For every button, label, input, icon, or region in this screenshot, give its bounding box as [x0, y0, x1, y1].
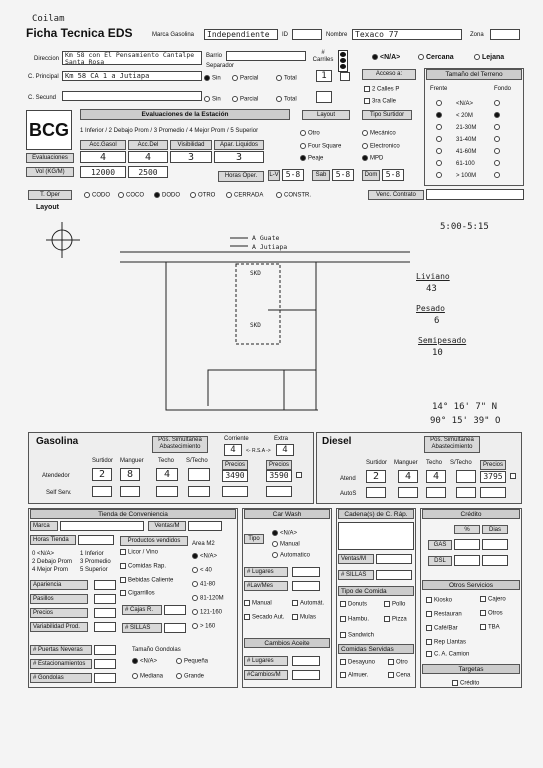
sillas-tienda-label: # SILLAS	[122, 623, 162, 633]
scale-1: 1 Inferior	[80, 551, 104, 557]
prod-licor[interactable]: Licor / Vino	[120, 549, 158, 556]
d-col-techo: Techo	[426, 460, 443, 466]
otro-tba[interactable]: TBA	[480, 624, 500, 631]
eval-visibilidad[interactable]: 3	[170, 151, 212, 163]
otros-servicios-title: Otros Servicios	[422, 580, 520, 590]
sep-total-1[interactable]: Total	[276, 75, 297, 82]
diesel-title: Diesel	[322, 436, 352, 447]
carwash-na[interactable]: <N/A>	[272, 530, 297, 537]
d-stecho[interactable]	[456, 470, 476, 483]
tienda-row-label: Precios	[30, 608, 88, 618]
cw-secado-check[interactable]: Secado Aut.	[244, 614, 284, 621]
area-radio[interactable]: 41-80	[192, 581, 215, 588]
sep-parcial-1[interactable]: Parcial	[232, 75, 258, 82]
liviano-label: Liviano	[416, 272, 450, 281]
liviano-value: 43	[426, 284, 437, 294]
g-precio-1[interactable]: 3490	[222, 470, 248, 482]
barrio-label: Barrio	[206, 53, 223, 59]
layout-button[interactable]: Layout	[302, 110, 350, 120]
credito-pct-label: %	[454, 525, 480, 534]
scale-2: 2 Debajo Prom	[32, 559, 73, 565]
sep-parcial-2[interactable]: Parcial	[232, 96, 258, 103]
carwash-lavmes-label: #Lav/Mes	[244, 581, 288, 591]
vol-gas[interactable]: 12000	[80, 166, 126, 178]
carriles-input[interactable]: 1	[316, 70, 332, 82]
g-self-stecho[interactable]	[188, 486, 210, 497]
d-precio[interactable]: 3795	[480, 471, 506, 483]
dom-input[interactable]: 5-8	[382, 169, 404, 181]
d-col-surtidor: Surtidor	[366, 460, 388, 466]
sab-label: Sab	[312, 170, 330, 181]
pesado-label: Pesado	[416, 304, 445, 313]
d-techo[interactable]: 4	[426, 470, 446, 483]
targeta-credito-check[interactable]: Crédito	[452, 680, 479, 687]
cadena-title: Cadena(s) de C. Ráp.	[338, 509, 414, 519]
nombre-label: Nombre	[326, 32, 348, 38]
corriente-label: Corriente	[224, 436, 249, 442]
acceso-button[interactable]: Acceso a:	[362, 69, 416, 80]
row-evaluaciones: Evaluaciones	[26, 153, 74, 163]
terreno-title: Tamaño del Terreno	[426, 69, 522, 80]
tienda-row-input[interactable]	[94, 580, 116, 590]
estacionamientos-label: # Estacionamientos	[30, 659, 92, 669]
d-manguer[interactable]: 4	[398, 470, 418, 483]
surtidor-mecanico[interactable]: Mecánico	[362, 130, 396, 137]
d-surtidor[interactable]: 2	[366, 470, 386, 483]
g-stecho[interactable]	[188, 468, 210, 481]
cadena-sillas-label: # SILLAS	[338, 570, 374, 580]
targetas-title: Targetas	[422, 664, 520, 674]
servida-almuer[interactable]: Almuer.	[340, 672, 368, 679]
evaluaciones-scale: 1 Inferior / 2 Debajo Prom / 3 Promedio / 4 Mejor Prom / 5 Superior	[80, 128, 259, 134]
credito-title: Crédito	[422, 509, 520, 519]
scale-3: 3 Promedio	[80, 559, 111, 565]
corner-note: Coilam	[32, 14, 65, 24]
cambios-lugares-label: # Lugares	[244, 656, 288, 666]
g-manguer[interactable]: 8	[120, 468, 140, 481]
prod-bebidas[interactable]: Bebidas Caliente	[120, 577, 173, 584]
gondola-pequena[interactable]: Pequeña	[176, 658, 208, 665]
eval-acc-gasol[interactable]: 4	[80, 151, 126, 163]
layout-four-square[interactable]: Four Square	[300, 143, 341, 150]
tienda-row-input[interactable]	[94, 608, 116, 618]
comida-pizza[interactable]: Pizza	[384, 616, 407, 623]
cambios-mes-label: #Cambios/M	[244, 670, 288, 680]
eval-apar-liquidos[interactable]: 3	[214, 151, 264, 163]
tienda-row-input[interactable]	[94, 622, 116, 632]
cw-manual-check[interactable]: Manual	[244, 600, 272, 607]
scale-4: 4 Mejor Prom	[32, 567, 69, 573]
extra-label: Extra	[274, 436, 289, 442]
scale-0: 0 <N/A>	[32, 551, 55, 557]
autos-label: AutoS	[340, 491, 357, 497]
oper-type-radio[interactable]: DODO	[154, 192, 180, 199]
venc-contrato-button: Venc. Contrato	[368, 190, 424, 200]
coord-lon: 90° 15' 39" O	[430, 416, 501, 426]
lv-label: L-V	[268, 170, 280, 181]
form-title: Ficha Tecnica EDS	[26, 26, 133, 40]
servida-otro[interactable]: Otro	[388, 659, 408, 666]
direccion-label: Direccion	[34, 56, 60, 62]
carwash-lugares-input[interactable]	[292, 567, 320, 577]
cambios-aceite-title: Cambios Aceite	[244, 638, 330, 648]
cajas-label: # Cajas R.	[122, 605, 162, 615]
pump-1: SKD	[250, 270, 261, 277]
atend-label: Atend	[340, 476, 356, 482]
g-precio-check[interactable]	[296, 472, 304, 479]
area-radio[interactable]: 121-160	[192, 609, 222, 616]
otro-cafe[interactable]: Café/Bar	[426, 625, 458, 632]
terreno-size-label: 61-100	[456, 161, 475, 167]
gondola-na[interactable]: <N/A>	[132, 658, 157, 665]
credito-dsl-label: DSL	[428, 556, 452, 566]
g-self-precio-2[interactable]	[266, 486, 292, 497]
building-1	[208, 370, 316, 406]
d-autos-manguer[interactable]	[398, 487, 418, 498]
g-precio-2[interactable]: 3590	[266, 470, 292, 482]
carwash-tipo-label: Tipo	[244, 534, 264, 544]
tienda-title: Tienda de Conveniencia	[30, 509, 236, 519]
terreno-size-label: 31-40M	[456, 137, 477, 143]
tienda-row-label: Apariencia	[30, 580, 88, 590]
secund-label: C. Secund	[28, 95, 57, 101]
marca-input[interactable]: Independiente	[204, 29, 278, 40]
comida-hambu[interactable]: Hambu.	[340, 616, 369, 623]
neveras-input[interactable]	[94, 645, 116, 655]
self-serv-label: Self Serv.	[46, 490, 72, 496]
proximity-na[interactable]: <N/A>	[372, 54, 400, 61]
carwash-manual[interactable]: Manual	[272, 541, 300, 548]
semipesado-value: 10	[432, 348, 443, 358]
diesel-pos-simultanea: Pos. Simultanea Abastecimiento	[424, 436, 480, 453]
oper-type-radio[interactable]: OTRO	[190, 192, 215, 199]
cambios-mes-input[interactable]	[292, 670, 320, 680]
pump-2: SKD	[250, 322, 261, 329]
separador-label: Separador	[206, 63, 235, 69]
g-self-techo[interactable]	[156, 486, 178, 497]
fondo-label: Fondo	[494, 86, 512, 92]
oper-type-radio[interactable]: CODO	[84, 192, 110, 199]
id-label: ID	[282, 32, 288, 38]
carwash-lavmes-input[interactable]	[292, 581, 320, 591]
cadena-input[interactable]	[338, 522, 414, 550]
zona-label: Zona	[470, 32, 484, 38]
neveras-label: # Puertas Neveras	[30, 645, 92, 655]
vol-diesel[interactable]: 2500	[128, 166, 168, 178]
comida-pollo[interactable]: Pollo	[384, 601, 405, 608]
proximity-cercana[interactable]: Cercana	[418, 54, 454, 61]
lot-outline	[166, 262, 318, 410]
d-autos-precio[interactable]	[480, 487, 506, 498]
g-self-manguer[interactable]	[120, 486, 140, 497]
credito-dsl-dias[interactable]	[482, 555, 508, 566]
carwash-automatico[interactable]: Automatico	[272, 552, 310, 559]
sab-input[interactable]: 5-8	[332, 169, 354, 181]
gasolina-pos-simultanea: Pos. Simultanea Abastecimiento	[152, 436, 208, 453]
otro-rep-llantas[interactable]: Rep Llantas	[426, 639, 466, 646]
layout-otro[interactable]: Otro	[300, 130, 320, 137]
col-visibilidad: Visibilidad	[170, 140, 212, 150]
lv-input[interactable]: 5-8	[282, 169, 304, 181]
marca-tienda-label: Marca	[30, 521, 58, 531]
cajas-input[interactable]	[164, 605, 186, 615]
area-radio[interactable]: < 40	[192, 567, 212, 574]
otro-camion[interactable]: C. A. Camion	[426, 651, 469, 658]
area-radio[interactable]: > 160	[192, 623, 215, 630]
nombre-input[interactable]: Texaco 77	[352, 29, 462, 40]
sillas-tienda-input[interactable]	[164, 623, 186, 633]
eval-acc-del[interactable]: 4	[128, 151, 168, 163]
g-col-stecho: S/Techo	[186, 458, 208, 464]
tipo-oper-button: T. Oper	[28, 190, 72, 200]
credito-gas-dias[interactable]	[482, 539, 508, 550]
area-radio[interactable]: <N/A>	[192, 553, 217, 560]
sep-sin-2[interactable]: Sin	[204, 96, 221, 103]
credito-dsl-pct[interactable]	[454, 555, 480, 566]
principal-input[interactable]: Km 58 CA 1 a Jutiapa	[62, 71, 202, 81]
area-radio[interactable]: 81-120M	[192, 595, 224, 602]
g-col-manguer: Manguer	[120, 458, 144, 464]
surtidor-mpd[interactable]: MPD	[362, 155, 383, 162]
oper-type-radio[interactable]: CERRADA	[226, 192, 263, 199]
sep-total-2[interactable]: Total	[276, 96, 297, 103]
gasolina-title: Gasolina	[36, 436, 79, 447]
otro-otros[interactable]: Otros	[480, 610, 503, 617]
sep-sin-1[interactable]: Sin	[204, 75, 221, 82]
terreno-size-label: > 100M	[456, 173, 477, 179]
ventas-tienda-label: Ventas/M	[148, 521, 186, 531]
col-acc-del: Acc.Del	[128, 140, 168, 150]
g-col-surtidor: Surtidor	[92, 458, 114, 464]
col-acc-gasol: Acc.Gasol	[80, 140, 126, 150]
area-label: Area M2	[192, 541, 215, 547]
extra-input[interactable]: 4	[276, 444, 294, 456]
estacionamientos-input[interactable]	[94, 659, 116, 669]
otro-restauran[interactable]: Restauran	[426, 611, 462, 618]
oper-type-radio[interactable]: COCO	[118, 192, 144, 199]
carwash-lugares-label: # Lugares	[244, 567, 288, 577]
g-surtidor[interactable]: 2	[92, 468, 112, 481]
d-col-stecho: S/Techo	[450, 460, 472, 466]
marca-tienda-input[interactable]	[60, 521, 144, 531]
horas-tienda-label: Horas Tienda	[30, 535, 76, 545]
surtidor-electronico[interactable]: Electronico	[362, 143, 400, 150]
tienda-row-label: Variabilidad Prod.	[30, 622, 88, 632]
terreno-size-label: 21-30M	[456, 125, 477, 131]
carriles-label: # Carriles	[312, 50, 334, 63]
credito-gas-label: GAS	[428, 540, 452, 550]
d-autos-stecho[interactable]	[456, 487, 476, 498]
row-vol: Vol (KG/M)	[26, 167, 74, 177]
cambios-lugares-input[interactable]	[292, 656, 320, 666]
comidas-servidas-title: Comidas Servidas	[338, 644, 414, 654]
pesado-value: 6	[434, 316, 440, 326]
horas-oper-button: Horas Oper.	[218, 171, 264, 182]
tienda-row-input[interactable]	[94, 594, 116, 604]
bcg-logo: BCG	[26, 110, 72, 150]
tipo-comida-title: Tipo de Comida	[338, 586, 414, 596]
layout-title: Layout	[36, 204, 59, 211]
servida-cena[interactable]: Cena	[388, 672, 410, 679]
productos-label: Productos vendidos	[120, 536, 188, 546]
d-autos-surtidor[interactable]	[366, 487, 386, 498]
direccion-input[interactable]: Km 58 con El Pensamiento Cantalpe Santa Rosa	[62, 51, 202, 65]
comida-sandwich[interactable]: Sandwich	[340, 632, 374, 639]
credito-gas-pct[interactable]	[454, 539, 480, 550]
cw-automat-check[interactable]: Automát.	[292, 600, 324, 607]
otro-kiosko[interactable]: Kiosko	[426, 597, 452, 604]
oper-type-radio[interactable]: CONSTR.	[276, 192, 311, 199]
horas-tienda-input[interactable]	[78, 535, 114, 545]
comida-donuts[interactable]: Donuts	[340, 601, 367, 608]
g-self-precio-1[interactable]	[222, 486, 248, 497]
gondola-mediana[interactable]: Mediana	[132, 673, 163, 680]
carwash-title: Car Wash	[244, 509, 330, 519]
tamano-gondolas-label: Tamaño Gondolas	[132, 647, 181, 653]
corriente-input[interactable]: 4	[224, 444, 242, 456]
cadena-sillas-input[interactable]	[376, 570, 412, 580]
terreno-size-label: < 20M	[456, 113, 473, 119]
cadena-ventas-input[interactable]	[376, 554, 412, 564]
direction-jutiapa: A Jutiapa	[252, 243, 288, 251]
principal-label: C. Principal	[28, 74, 59, 80]
d-autos-techo[interactable]	[426, 487, 446, 498]
servida-desayuno[interactable]: Desayuno	[340, 659, 375, 666]
gondolas-input[interactable]	[94, 673, 116, 683]
col-apar-liquidos: Apar. Liquidos	[214, 140, 264, 150]
direction-guate: A Guate	[252, 234, 280, 242]
dom-label: Dom	[362, 170, 380, 181]
tienda-row-label: Pasillos	[30, 594, 88, 604]
scale-5: 5 Superior	[80, 567, 108, 573]
d-precio-check[interactable]	[510, 473, 518, 480]
ventas-tienda-input[interactable]	[188, 521, 222, 531]
frente-label: Frente	[430, 86, 448, 92]
g-techo[interactable]: 4	[156, 468, 178, 481]
marca-label: Marca Gasolina	[152, 32, 195, 38]
g-self-surtidor[interactable]	[92, 486, 112, 497]
g-precios-1: Precios	[222, 460, 248, 470]
otro-cajero[interactable]: Cajero	[480, 596, 506, 603]
gondola-grande[interactable]: Grande	[176, 673, 204, 680]
layout-peaje[interactable]: Peaje	[300, 155, 323, 162]
credito-dias-label: Dias	[482, 525, 508, 534]
g-precios-2: Precios	[266, 460, 292, 470]
prod-comidas[interactable]: Comidas Rap.	[120, 563, 166, 570]
evaluaciones-title: Evaluaciones de la Estación	[80, 109, 290, 120]
tres-calle-check[interactable]: 3ra Calle	[364, 98, 396, 105]
tipo-surtidor-button[interactable]: Tipo Surtidor	[362, 110, 412, 120]
prod-cigarrillos[interactable]: Cigarrillos	[120, 590, 155, 597]
d-col-precios: Precios	[480, 460, 506, 470]
time-note: 5:00-5:15	[440, 222, 489, 232]
rsa-label: <- R.S.A ->	[246, 448, 271, 454]
g-col-techo: Techo	[158, 458, 175, 464]
semipesado-label: Semipesado	[418, 336, 467, 345]
atendedor-label: Atendedor	[42, 473, 70, 479]
terreno-size-label: <N/A>	[456, 101, 474, 107]
cadena-ventas-label: Ventas/M	[338, 554, 374, 564]
dos-calles-check[interactable]: 2 Calles P	[364, 86, 399, 93]
cw-mulas-check[interactable]: Mulas	[292, 614, 316, 621]
d-col-manguer: Manguer	[394, 460, 418, 466]
terreno-size-label: 41-60M	[456, 149, 477, 155]
proximity-lejana[interactable]: Lejana	[474, 54, 504, 61]
gondolas-label: # Gondolas	[30, 673, 92, 683]
coord-lat: 14° 16' 7" N	[432, 402, 498, 412]
